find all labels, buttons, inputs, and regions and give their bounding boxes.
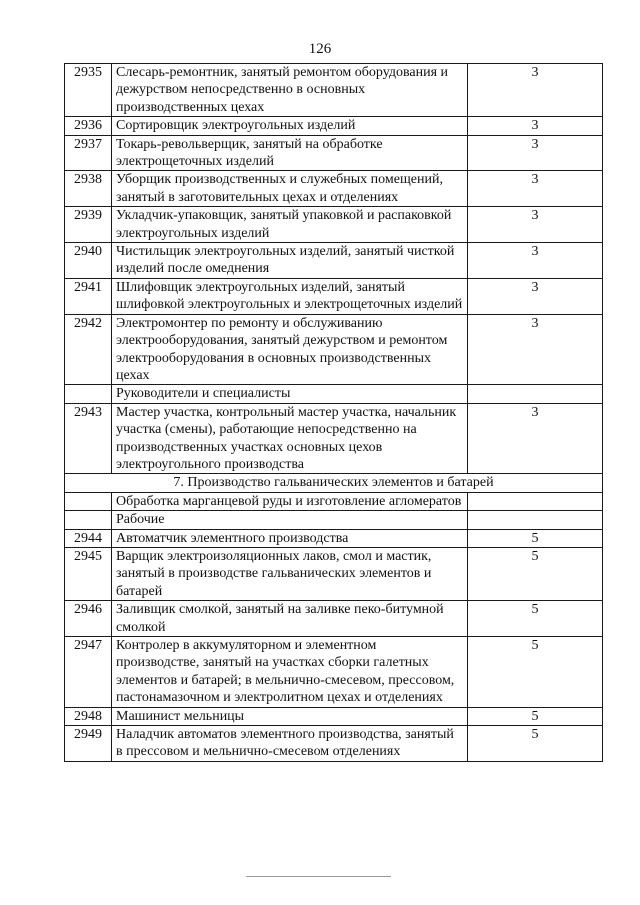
table-row — [65, 707, 603, 725]
row-number: 2947 — [65, 637, 112, 708]
table-row — [65, 278, 603, 314]
row-value: 3 — [468, 314, 603, 385]
row-value: 5 — [468, 637, 603, 708]
table-body — [65, 64, 603, 762]
row-number — [65, 385, 112, 403]
row-description: Чистильщик электроугольных изделий, занятый чисткой изделий после омеднения — [112, 243, 468, 279]
row-value — [468, 385, 603, 403]
row-value: 3 — [468, 171, 603, 207]
row-value: 5 — [468, 529, 603, 547]
table-row — [65, 601, 603, 637]
row-value: 3 — [468, 403, 603, 474]
row-description: Автоматчик элементного производства — [112, 529, 468, 547]
row-number: 2944 — [65, 529, 112, 547]
row-value: 3 — [468, 207, 603, 243]
row-description: Электромонтер по ремонту и обслуживанию электрооборудования, занятый дежурством и ремонтом электрооборудования в основных производственных цехах — [112, 314, 468, 385]
row-number — [65, 511, 112, 529]
table-row — [65, 135, 603, 171]
page-number: 126 — [308, 41, 332, 57]
row-number: 2949 — [65, 726, 112, 762]
row-description: Сортировщик электроугольных изделий — [112, 117, 468, 135]
row-description: Варщик электроизоляционных лаков, смол и мастик, занятый в производстве гальванических элементов и батарей — [112, 547, 468, 600]
row-description: Заливщик смолкой, занятый на заливке пеко-битумной смолкой — [112, 601, 468, 637]
row-number: 2946 — [65, 601, 112, 637]
row-value: 3 — [468, 64, 603, 117]
section-row — [65, 474, 603, 492]
row-description: Обработка марганцевой руды и изготовление агломератов — [112, 492, 468, 510]
section-title: 7. Производство гальванических элементов и батарей — [65, 474, 603, 492]
row-number: 2948 — [65, 707, 112, 725]
row-description: Машинист мельницы — [112, 707, 468, 725]
row-value: 3 — [468, 278, 603, 314]
row-number: 2942 — [65, 314, 112, 385]
row-description: Укладчик-упаковщик, занятый упаковкой и распаковкой электроугольных изделий — [112, 207, 468, 243]
row-description: Шлифовщик электроугольных изделий, занятый шлифовкой электроугольных и электрощеточных изделий — [112, 278, 468, 314]
row-number: 2938 — [65, 171, 112, 207]
table-row — [65, 117, 603, 135]
row-number: 2937 — [65, 135, 112, 171]
row-description: Мастер участка, контрольный мастер участка, начальник участка (смены), работающие непосредственно на производственных участках основных цехов электроугольного производства — [112, 403, 468, 474]
row-value: 5 — [468, 707, 603, 725]
row-description: Контролер в аккумуляторном и элементном производстве, занятый на участках сборки галетных элементов и батарей; в мельнично-смесевом, прессовом, пастонамазочном и электролитном цехах и отделениях — [112, 637, 468, 708]
table-row — [65, 726, 603, 762]
table-row — [65, 64, 603, 117]
table-row — [65, 547, 603, 600]
row-value: 5 — [468, 547, 603, 600]
row-value: 3 — [468, 135, 603, 171]
row-value: 5 — [468, 726, 603, 762]
table-row — [65, 403, 603, 474]
row-number: 2940 — [65, 243, 112, 279]
profession-table — [64, 63, 603, 762]
table-row — [65, 492, 603, 510]
row-value — [468, 492, 603, 510]
row-description: Слесарь-ремонтник, занятый ремонтом оборудования и дежурством непосредственно в основных производственных цехах — [112, 64, 468, 117]
row-number: 2941 — [65, 278, 112, 314]
row-number: 2939 — [65, 207, 112, 243]
table-row — [65, 637, 603, 708]
row-description: Наладчик автоматов элементного производства, занятый в прессовом и мельнично-смесевом отделениях — [112, 726, 468, 762]
table-row — [65, 243, 603, 279]
table-row — [65, 314, 603, 385]
row-value — [468, 511, 603, 529]
table-row — [65, 171, 603, 207]
scan-bottom-line — [246, 876, 391, 877]
row-number: 2943 — [65, 403, 112, 474]
row-description: Рабочие — [112, 511, 468, 529]
row-description: Токарь-револьверщик, занятый на обработке электрощеточных изделий — [112, 135, 468, 171]
row-description: Уборщик производственных и служебных помещений, занятый в заготовительных цехах и отделениях — [112, 171, 468, 207]
row-number: 2935 — [65, 64, 112, 117]
row-value: 5 — [468, 601, 603, 637]
row-description: Руководители и специалисты — [112, 385, 468, 403]
row-value: 3 — [468, 117, 603, 135]
table-row — [65, 529, 603, 547]
row-number: 2936 — [65, 117, 112, 135]
table-row — [65, 511, 603, 529]
row-number — [65, 492, 112, 510]
row-number: 2945 — [65, 547, 112, 600]
row-value: 3 — [468, 243, 603, 279]
table-row — [65, 207, 603, 243]
table-row — [65, 385, 603, 403]
